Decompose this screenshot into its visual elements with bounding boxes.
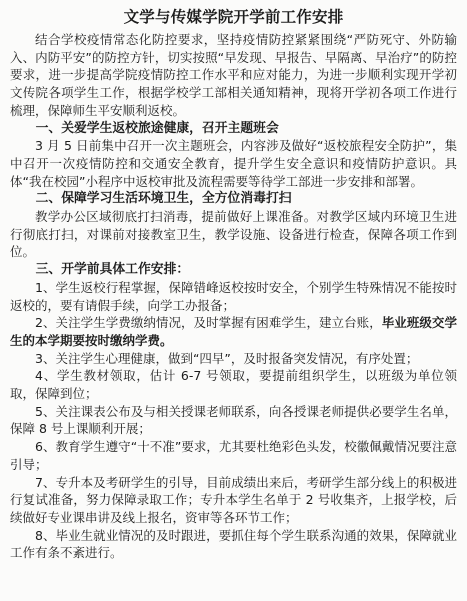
intro-paragraph: 结合学校疫情常态化防控要求，坚持疫情防控紧紧围绕“严防死守、外防输入、内防平安”的防控方针，切实按照“早发现、早报告、早隔离、早治疗”的防控要求，进一步提高学院疫情防控工作水平和应对能力，为进一步顺利实现开学初文传院各项学生工作，根据学校学工部相关通知精神，现将开学初各项工作进行梳理，保障师生平安顺利返校。 [10, 32, 457, 118]
list-item-emphasis: 毕业班级交学生的本学期要按时缴纳学费。 [10, 315, 457, 348]
section-paragraph: 教学办公区域彻底打扫消毒，提前做好上课准备。对教学区域内环境卫生进行彻底打扫，对课前对接教室卫生，教学设施、设备进行检查，保障各项工作到位。 [10, 209, 457, 260]
section-2 [10, 190, 457, 261]
section-3 [10, 261, 457, 562]
section-heading: 二、保障学习生活环境卫生，全方位消毒打扫 [35, 191, 292, 207]
list-item: 1、学生返校行程掌握，保障错峰返校按时安全，个别学生特殊情况不能按时返校的，要有请假手续，向学工办报备； [10, 279, 457, 313]
document-title: 文学与传媒学院开学前工作安排 [123, 8, 344, 26]
list-item: 7、专升本及考研学生的引导，目前成绩出来后，考研学生部分线上的积极进行复试准备，努力保障录取工作；专升本学生名单于 2 号收集齐，上报学校，后续做好专业课串讲及线上报名，资审等各环节工作； [10, 474, 457, 525]
section-heading: 一、关爱学生返校旅途健康，召开主题班会 [35, 120, 279, 136]
list-item: 6、教育学生遵守“十不准”要求，尤其要杜绝彩色头发，校徽佩戴情况要注意引导； [10, 439, 457, 472]
list-item [10, 314, 457, 349]
list-item-text: 2、关注学生学费缴纳情况，及时掌握有困难学生，建立台账， [35, 315, 382, 331]
list-item: 8、毕业生就业情况的及时跟进，要抓住每个学生联系沟通的效果，保障就业工作有条不紊进行。 [10, 527, 457, 561]
list-item: 4、学生教材领取，估计 6-7 号领取，要提前组织学生，以班级为单位领取，保障到位； [10, 368, 457, 402]
list-item: 3、关注学生心理健康，做到“四早”，及时报备突发情况，有序处置； [35, 350, 419, 366]
section-paragraph: 3 月 5 日前集中召开一次主题班会，内容涉及做好“返校旅程安全防护”，集中召开一次疫情防控和交通安全教育，提升学生安全意识和疫情防护意识。具体“我在校园”小程序中返校审批及流程需要等待学工部进一步安排和部署。 [10, 138, 457, 189]
list-item: 5、关注课表公布及与相关授课老师联系，向各授课老师提供必要学生名单，保障 8 号上课顺利开展； [10, 403, 457, 437]
section-1 [10, 120, 457, 191]
section-heading: 三、开学前具体工作安排： [35, 262, 190, 278]
